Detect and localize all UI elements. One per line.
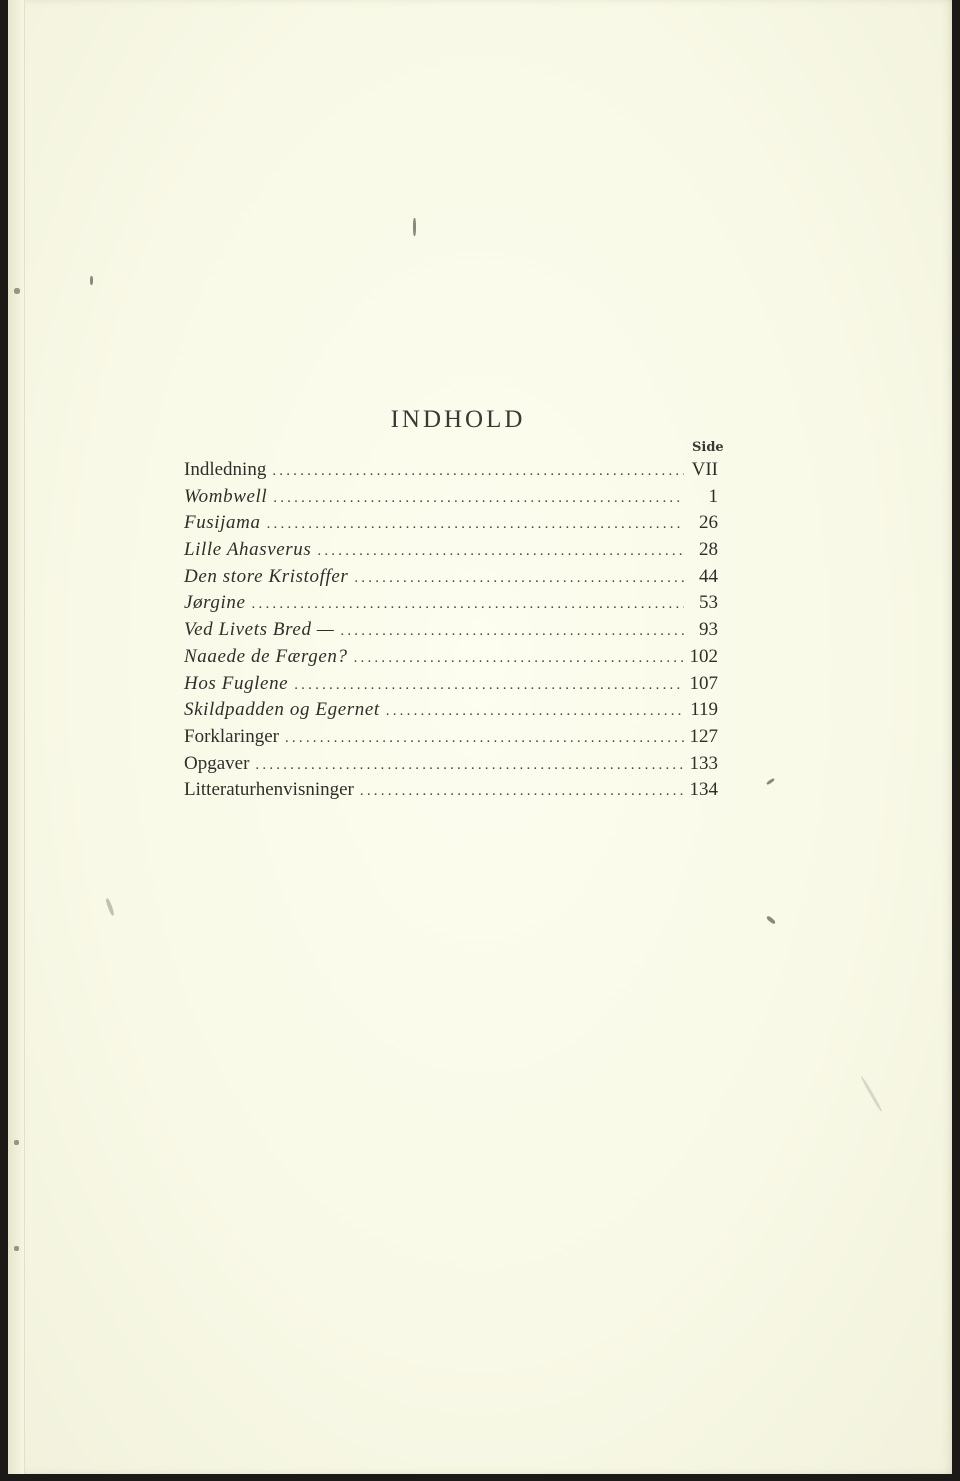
dot-leader [267,516,684,533]
toc-entry [184,779,718,806]
toc-entry-title: Skildpadden og Egernet [184,699,380,721]
paper-speck [105,898,115,916]
toc-entry-page: 119 [690,699,718,721]
toc-entry-page: 134 [689,779,718,801]
toc-entry-page: 53 [699,592,718,614]
toc-entry-page: 93 [699,619,718,641]
paper-speck [14,288,20,294]
toc-entry-title: Ved Livets Bred — [184,619,335,641]
dot-leader [354,570,684,587]
dot-leader [255,757,684,774]
paper-speck [766,915,776,924]
dot-leader [294,677,684,694]
toc-entry [184,646,718,673]
paper-speck [14,1140,19,1145]
dot-leader [272,463,684,480]
paper-speck [860,1076,883,1112]
toc-entry-title: Wombwell [184,485,268,507]
paper-speck [413,218,416,236]
toc-entry [184,673,718,700]
toc-entry-title: Hos Fuglene [184,672,289,694]
paper-speck [90,276,93,285]
page-column-label: Side [692,440,724,455]
toc-entry-title: Den store Kristoffer [184,565,349,587]
toc-entry-page: 127 [689,725,718,747]
toc-entry [184,619,718,646]
toc-entry [184,566,718,593]
paper-speck [766,778,775,786]
toc-entry-page: 44 [699,565,718,587]
dot-leader [354,650,684,667]
toc-entry-page: 26 [699,512,718,534]
toc-entry [184,512,718,539]
book-page [8,0,952,1474]
toc-entry-page: VII [691,459,718,480]
page-spine-edge [8,0,25,1474]
toc-entry-page: 107 [689,672,718,694]
toc-entry [184,726,718,753]
toc-entry-page: 1 [708,485,718,507]
toc-entry-title: Litteraturhenvisninger [184,779,354,801]
toc-entry-title: Lille Ahasverus [184,539,312,561]
toc-entry-page: 102 [689,645,718,667]
toc-entry [184,486,718,513]
toc-entry [184,592,718,619]
dot-leader [360,783,684,800]
toc-entry-title: Fusijama [184,512,261,534]
toc-entry-page: 133 [689,752,718,774]
toc-entry-title: Naaede de Færgen? [184,645,348,667]
dot-leader [285,730,684,747]
toc-entry-title: Forklaringer [184,725,279,747]
dot-leader [273,490,684,507]
table-of-contents [184,459,718,806]
dot-leader [317,543,684,560]
dot-leader [340,623,684,640]
toc-entry [184,459,718,486]
toc-entry-title: Opgaver [184,752,250,774]
page-title: INDHOLD [390,406,526,433]
toc-entry-title: Jørgine [184,592,246,614]
toc-entry-page: 28 [699,539,718,561]
toc-entry [184,699,718,726]
toc-entry [184,539,718,566]
toc-entry [184,753,718,780]
dot-leader [386,703,684,720]
dot-leader [252,596,684,613]
toc-entry-title: Indledning [184,459,267,480]
paper-speck [14,1246,19,1251]
